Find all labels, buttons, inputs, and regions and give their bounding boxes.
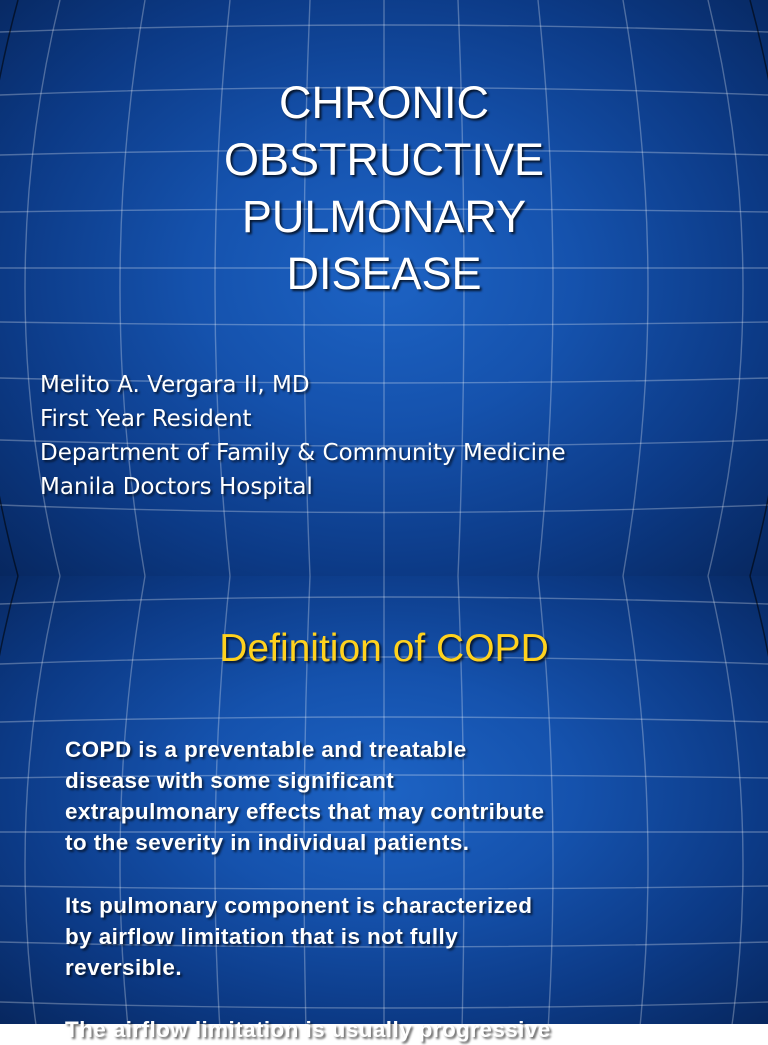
definition-paragraph [65, 734, 705, 858]
paragraph-line: disease with some significant [65, 768, 395, 793]
title-line: DISEASE [286, 248, 482, 299]
pulmonary-component-paragraph [65, 890, 705, 983]
definition-slide [0, 576, 768, 1042]
author-block [40, 368, 566, 504]
paragraph-line: by airflow limitation that is not fully [65, 924, 459, 949]
title-line: OBSTRUCTIVE [223, 134, 545, 185]
author-name: Melito A. Vergara II, MD [40, 372, 310, 398]
slide-title [0, 74, 768, 302]
paragraph-line: to the severity in individual patients. [65, 830, 470, 855]
author-hospital: Manila Doctors Hospital [40, 474, 313, 500]
paragraph-line: COPD is a preventable and treatable [65, 737, 467, 762]
author-department: Department of Family & Community Medicine [40, 440, 566, 466]
airflow-paragraph [65, 1014, 705, 1045]
paragraph-line: The airflow limitation is usually progressive [65, 1017, 551, 1042]
paragraph-line: reversible. [65, 955, 182, 980]
paragraph-line: Its pulmonary component is characterized [65, 893, 533, 918]
slide-heading: Definition of COPD [219, 627, 549, 670]
paragraph-line: extrapulmonary effects that may contribute [65, 799, 545, 824]
author-position: First Year Resident [40, 406, 252, 432]
title-line: CHRONIC [279, 77, 489, 128]
title-line: PULMONARY [241, 191, 527, 242]
